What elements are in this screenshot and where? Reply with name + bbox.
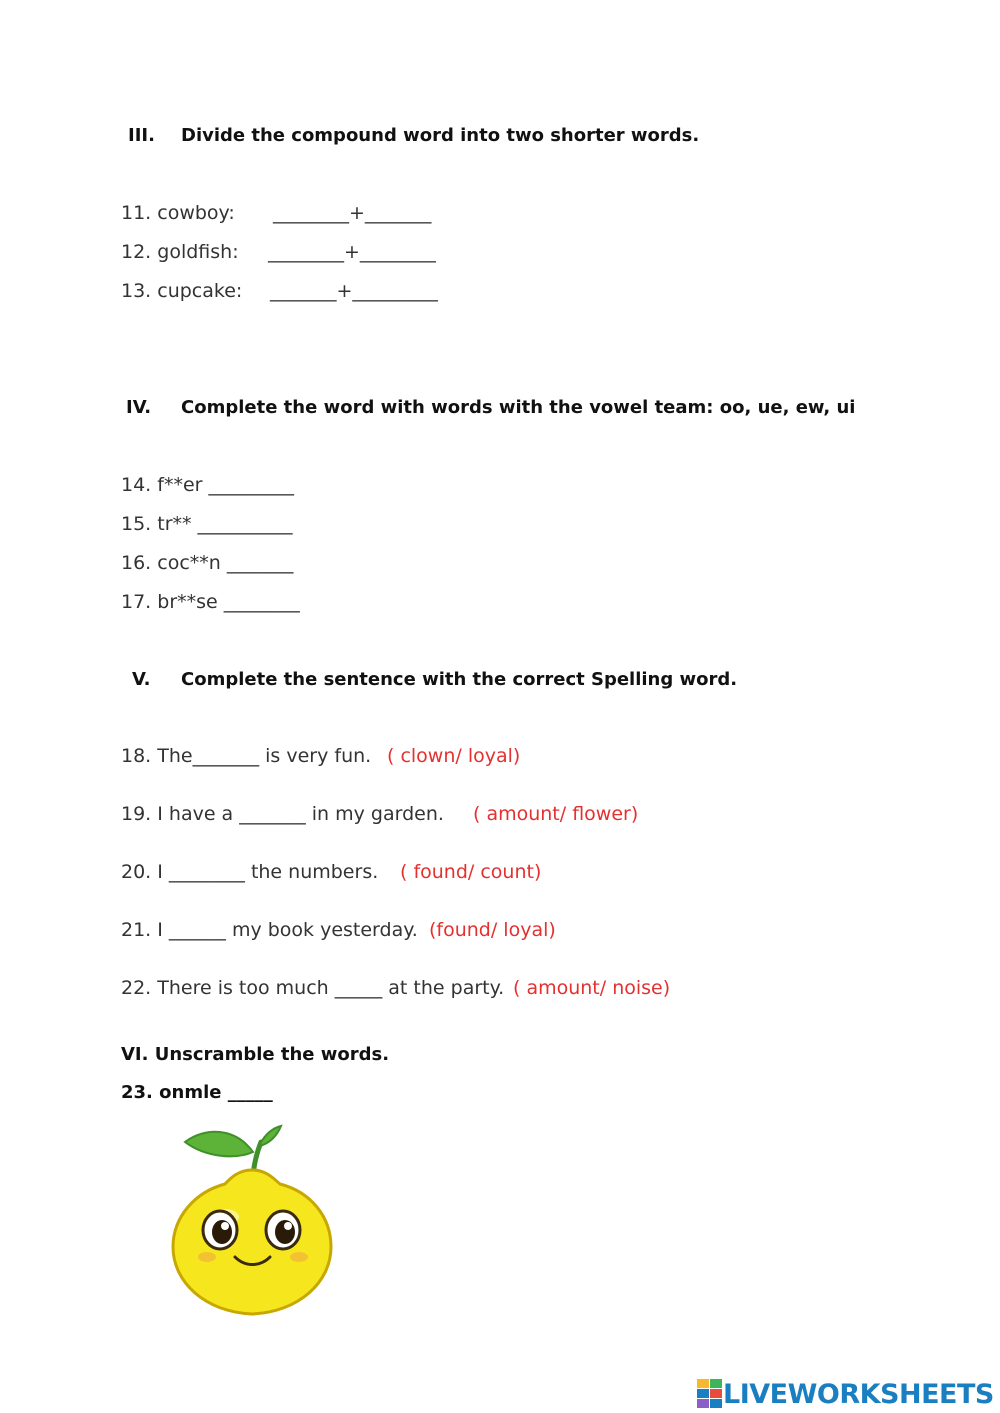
logo-text: LIVEWORKSHEETS	[723, 1378, 994, 1410]
left-cheek	[198, 1252, 216, 1262]
section-4-numeral: IV.	[126, 397, 152, 418]
item-12-prompt: 12. goldfish:	[121, 241, 239, 263]
item-13-blank[interactable]: _______+_________	[270, 280, 438, 302]
item-21-text[interactable]: 21. I ______ my book yesterday.	[121, 919, 418, 941]
item-14[interactable]: 14. f**er _________	[121, 474, 294, 496]
item-16[interactable]: 16. coc**n _______	[121, 552, 294, 574]
item-21-options: (found/ loyal)	[429, 919, 556, 941]
item-13-prompt: 13. cupcake:	[121, 280, 243, 302]
right-cheek	[290, 1252, 308, 1262]
logo-blocks-icon	[697, 1379, 723, 1409]
section-5-title: Complete the sentence with the correct Spelling word.	[181, 669, 738, 690]
item-18-text[interactable]: 18. The_______ is very fun.	[121, 745, 372, 767]
item-17[interactable]: 17. br**se ________	[121, 591, 300, 613]
lemon-illustration	[165, 1122, 340, 1322]
item-22-text[interactable]: 22. There is too much _____ at the party.	[121, 977, 505, 999]
item-11-prompt: 11. cowboy:	[121, 202, 235, 224]
item-23[interactable]: 23. onmle _____	[121, 1082, 273, 1103]
right-leaf	[259, 1126, 281, 1146]
item-22-options: ( amount/ noise)	[513, 977, 671, 999]
item-20-options: ( found/ count)	[400, 861, 542, 883]
right-eye-shine	[284, 1222, 292, 1230]
left-leaf	[185, 1132, 253, 1157]
item-19-options: ( amount/ flower)	[473, 803, 639, 825]
left-eye-shine	[221, 1222, 229, 1230]
section-3-title: Divide the compound word into two shorter words.	[181, 125, 700, 146]
section-5-numeral: V.	[132, 669, 151, 690]
lemon-body	[173, 1170, 331, 1314]
item-19-text[interactable]: 19. I have a _______ in my garden.	[121, 803, 444, 825]
item-20-text[interactable]: 20. I ________ the numbers.	[121, 861, 379, 883]
item-11-blank[interactable]: ________+_______	[273, 202, 432, 224]
section-4-title: Complete the word with words with the vowel team: oo, ue, ew, ui	[181, 397, 856, 418]
section-6-title: VI. Unscramble the words.	[121, 1044, 390, 1065]
item-18-options: ( clown/ loyal)	[387, 745, 521, 767]
section-3-numeral: III.	[128, 125, 155, 146]
liveworksheets-logo[interactable]	[697, 1378, 994, 1410]
item-15[interactable]: 15. tr** __________	[121, 513, 293, 535]
item-12-blank[interactable]: ________+________	[268, 241, 436, 263]
